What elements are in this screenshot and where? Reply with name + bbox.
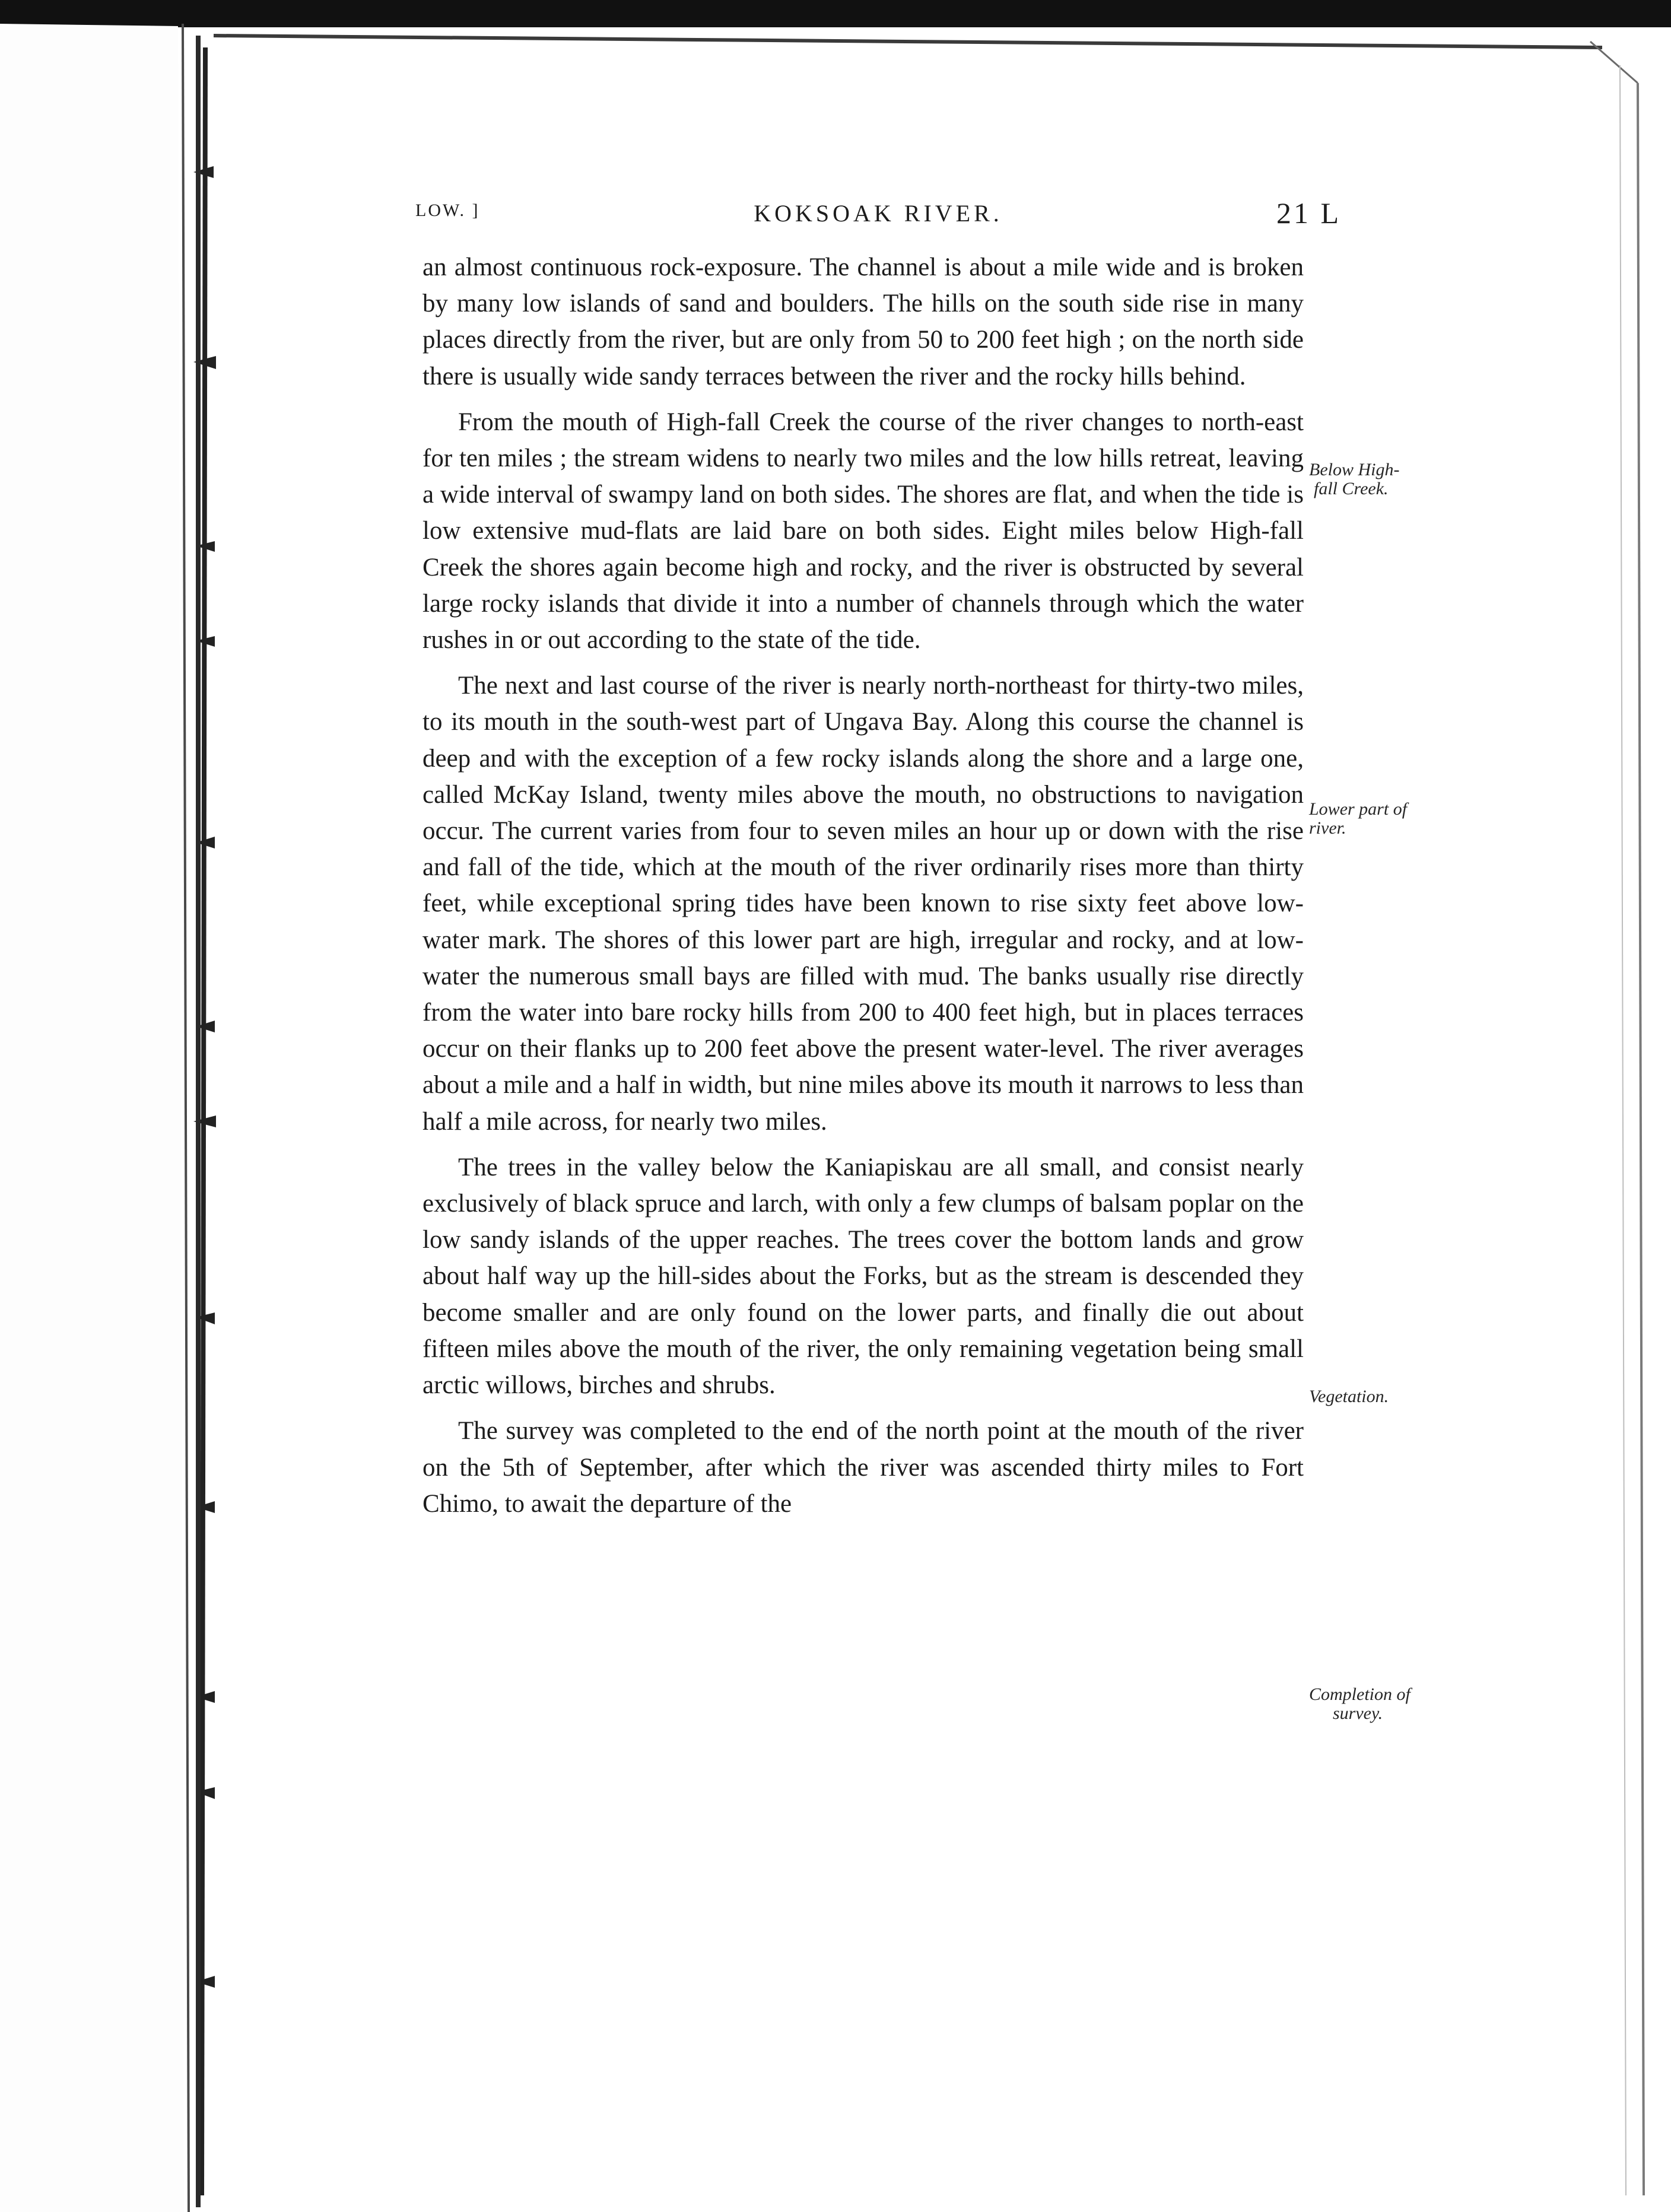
margin-note-line: Completion of xyxy=(1309,1685,1410,1704)
margin-note-line: Vegetation. xyxy=(1309,1387,1389,1406)
page-gutter-edge xyxy=(196,36,209,2207)
margin-note-vegetation xyxy=(1309,1387,1428,1406)
margin-note-completion-of-survey xyxy=(1309,1685,1428,1723)
paragraph-2: From the mouth of High-fall Creek the course of the river changes to north-east for ten miles ; the stream widens to nearly two miles and the low hills retreat, leaving a wide interval of swampy land on both sides. The shores are flat, and when the tide is low extensive mud-flats are laid bare on both sides. Eight miles below High-fall Creek the shores again become high and rocky, and the river is obstructed by several large rocky islands that divide it into a number of channels through which the water rushes in or out according to the state of the tide. xyxy=(422,408,1304,654)
margin-note-lower-part-of-river xyxy=(1309,800,1428,838)
paragraph-4: The trees in the valley below the Kaniapiskau are all small, and consist nearly exclusively of black spruce and larch, with only a few clumps of balsam poplar on the low sandy islands of the upper reaches. The trees cover the bottom lands and grow about half way up the hill-sides about the Forks, but as the stream is descended they become smaller and are only found on the lower parts, and finally die out about fifteen miles above the mouth of the river, the only remaining vegetation being small arctic willows, birches and shrubs. xyxy=(422,1153,1304,1400)
paragraph-5: The survey was completed to the end of the north point at the mouth of the river on the 5th of September, after which the river was ascended thirty miles to Fort Chimo, to await the departure of the xyxy=(422,1417,1304,1518)
running-head-left: LOW. ] xyxy=(415,201,480,220)
margin-note-line: Below High- xyxy=(1309,460,1400,479)
margin-note-line: river. xyxy=(1309,818,1346,838)
margin-note-below-high-fall-creek xyxy=(1309,460,1428,498)
margin-note-line: survey. xyxy=(1333,1704,1383,1723)
margin-note-line: Lower part of xyxy=(1309,799,1408,819)
running-head xyxy=(415,196,1341,237)
margin-note-line: fall Creek. xyxy=(1314,479,1389,498)
page-number: 21 L xyxy=(1276,196,1341,230)
running-head-title: KOKSOAK RIVER. xyxy=(754,200,1003,227)
paragraph-1: an almost continuous rock-exposure. The channel is about a mile wide and is broken by many low islands of sand and boulders. The hills on the south side rise in many places directly from the river, but are only from 50 to 200 feet high ; on the north side there is usually wide sandy terraces between the river and the rocky hills behind. xyxy=(422,253,1304,390)
body-text xyxy=(422,249,1304,1522)
paragraph-3: The next and last course of the river is nearly north-northeast for thirty-two miles, to its mouth in the south-west part of Ungava Bay. Along this course the channel is deep and with the exception of a few rocky islands along the shore and a large one, called McKay Island, twenty miles above the mouth, no obstructions to navigation occur. The current varies from four to seven miles an hour up or down with the rise and fall of the tide, which at the mouth of the river ordinarily rises more than thirty feet, while exceptional spring tides have been known to rise sixty feet above low-water mark. The shores of this lower part are high, irregular and rocky, and at low-water the numerous small bays are filled with mud. The banks usually rise directly from the water into bare rocky hills from 200 to 400 feet high, but in places terraces occur on their flanks up to 200 feet above the present water-level. The river averages about a mile and a half in width, but nine miles above its mouth it narrows to less than half a mile across, for nearly two miles. xyxy=(422,672,1304,1136)
